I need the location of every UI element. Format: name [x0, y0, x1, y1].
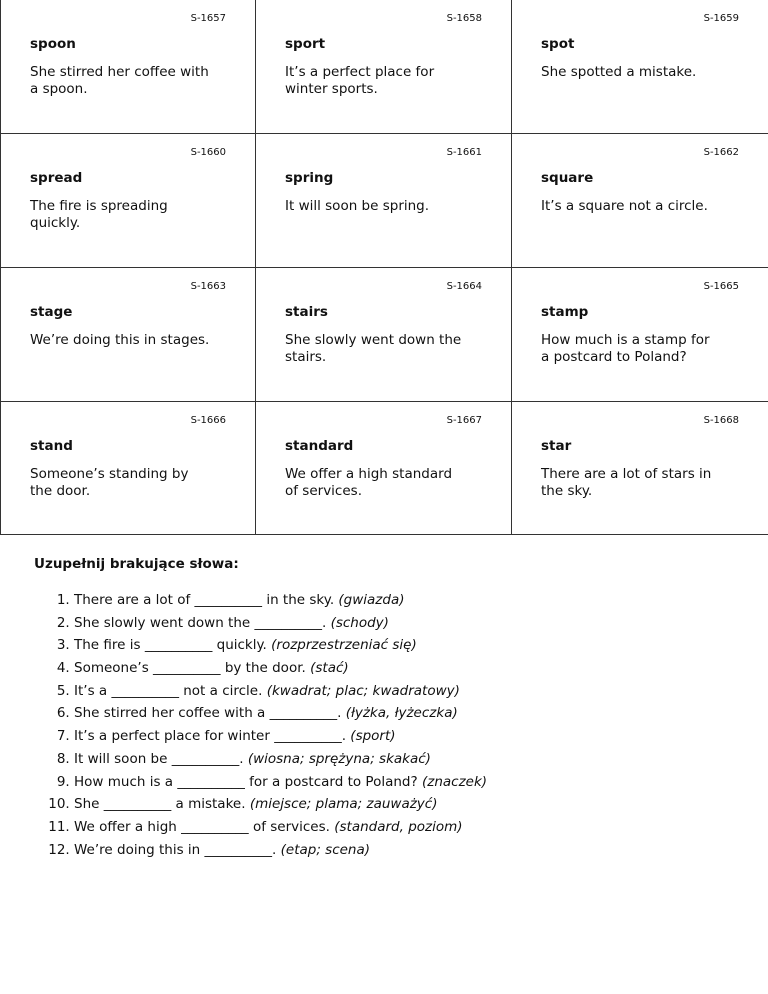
card-word: star: [541, 438, 572, 454]
card-sentence: We’re doing this in stages.: [30, 332, 210, 348]
flashcard: [0, 402, 256, 535]
exercise-text: We offer a high __________ of services.: [74, 818, 330, 835]
card-sentence: The fire is spreading quickly.: [30, 198, 168, 231]
card-word: stamp: [541, 304, 589, 320]
exercise-text: She __________ a mistake.: [74, 796, 246, 813]
exercise-text: It will soon be __________.: [74, 750, 244, 767]
exercise-hint: (kwadrat; plac; kwadratowy): [266, 682, 460, 699]
exercise-item: [74, 840, 754, 863]
card-sentence: She spotted a mistake.: [541, 64, 697, 80]
exercise-text: Someone’s __________ by the door.: [74, 660, 306, 677]
exercise-hint: (łyżka, łyżeczka): [345, 705, 458, 722]
card-sentence: It’s a square not a circle.: [541, 198, 708, 214]
card-code: S-1662: [703, 147, 739, 158]
exercise-hint: (gwiazda): [338, 592, 405, 608]
exercise-text: How much is a __________ for a postcard to Poland?: [74, 773, 418, 790]
card-sentence: Someone’s standing by the door.: [30, 466, 189, 499]
exercise-section: [34, 556, 754, 862]
flashcard: [512, 402, 768, 535]
card-word: spot: [541, 36, 575, 52]
card-word: spread: [30, 170, 83, 186]
card-word: spoon: [30, 36, 76, 52]
exercise-item: [74, 794, 754, 817]
exercise-item: [74, 749, 754, 772]
card-word: square: [541, 170, 594, 186]
card-sentence: She slowly went down the stairs.: [285, 332, 462, 365]
card-sentence: How much is a stamp for a postcard to Poland?: [541, 332, 710, 365]
card-word: stand: [30, 438, 73, 454]
flashcard: [512, 134, 768, 268]
exercise-item: [74, 613, 754, 636]
exercise-hint: (standard, poziom): [334, 818, 463, 835]
flashcard: [0, 268, 256, 402]
flashcard: [512, 0, 768, 134]
flashcard: [512, 268, 768, 402]
card-code: S-1664: [446, 281, 482, 292]
card-code: S-1667: [446, 415, 482, 426]
exercise-text: She slowly went down the __________.: [74, 614, 327, 631]
card-sentence: We offer a high standard of services.: [285, 466, 453, 499]
exercise-hint: (wiosna; sprężyna; skakać): [247, 750, 431, 767]
exercise-hint: (etap; scena): [280, 841, 371, 858]
exercise-text: It’s a __________ not a circle.: [74, 682, 263, 699]
card-word: standard: [285, 438, 354, 454]
flashcard: [256, 268, 512, 402]
card-code: S-1666: [190, 415, 226, 426]
exercise-title: Uzupełnij brakujące słowa:: [34, 556, 239, 572]
card-code: S-1659: [703, 13, 739, 24]
card-code: S-1661: [446, 147, 482, 158]
card-sentence: It’s a perfect place for winter sports.: [285, 64, 435, 97]
flashcard: [256, 134, 512, 268]
exercise-hint: (rozprzestrzeniać się): [271, 637, 417, 654]
exercise-item: [74, 817, 754, 840]
exercise-text: The fire is __________ quickly.: [74, 637, 267, 654]
card-code: S-1658: [446, 13, 482, 24]
card-word: sport: [285, 36, 326, 52]
exercise-hint: (schody): [330, 614, 389, 631]
exercise-text: It’s a perfect place for winter __________.: [74, 728, 346, 745]
card-sentence: There are a lot of stars in the sky.: [541, 466, 712, 499]
exercise-item: [74, 703, 754, 726]
flashcard: [256, 0, 512, 134]
card-code: S-1665: [703, 281, 739, 292]
card-sentence: It will soon be spring.: [285, 198, 430, 214]
card-code: S-1660: [190, 147, 226, 158]
exercise-text: She stirred her coffee with a __________.: [74, 705, 342, 722]
card-sentence: She stirred her coffee with a spoon.: [30, 64, 209, 97]
exercise-item: [74, 658, 754, 681]
exercise-item: [74, 635, 754, 658]
card-word: stairs: [285, 304, 328, 320]
card-code: S-1663: [190, 281, 226, 292]
exercise-item: [74, 726, 754, 749]
exercise-hint: (sport): [350, 728, 396, 745]
exercise-text: We’re doing this in __________.: [74, 841, 277, 858]
card-code: S-1657: [190, 13, 226, 24]
exercise-hint: (stać): [310, 660, 349, 677]
exercise-hint: (znaczek): [421, 773, 488, 790]
flashcard: [256, 402, 512, 535]
exercise-item: [74, 590, 754, 613]
flashcard: [0, 134, 256, 268]
exercise-text: There are a lot of __________ in the sky.: [74, 592, 335, 608]
exercise-hint: (miejsce; plama; zauważyć): [249, 796, 438, 813]
exercise-list: [34, 590, 754, 862]
card-word: spring: [285, 170, 334, 186]
exercise-item: [74, 681, 754, 704]
card-word: stage: [30, 304, 73, 320]
exercise-item: [74, 772, 754, 795]
card-code: S-1668: [703, 415, 739, 426]
flashcard: [0, 0, 256, 134]
